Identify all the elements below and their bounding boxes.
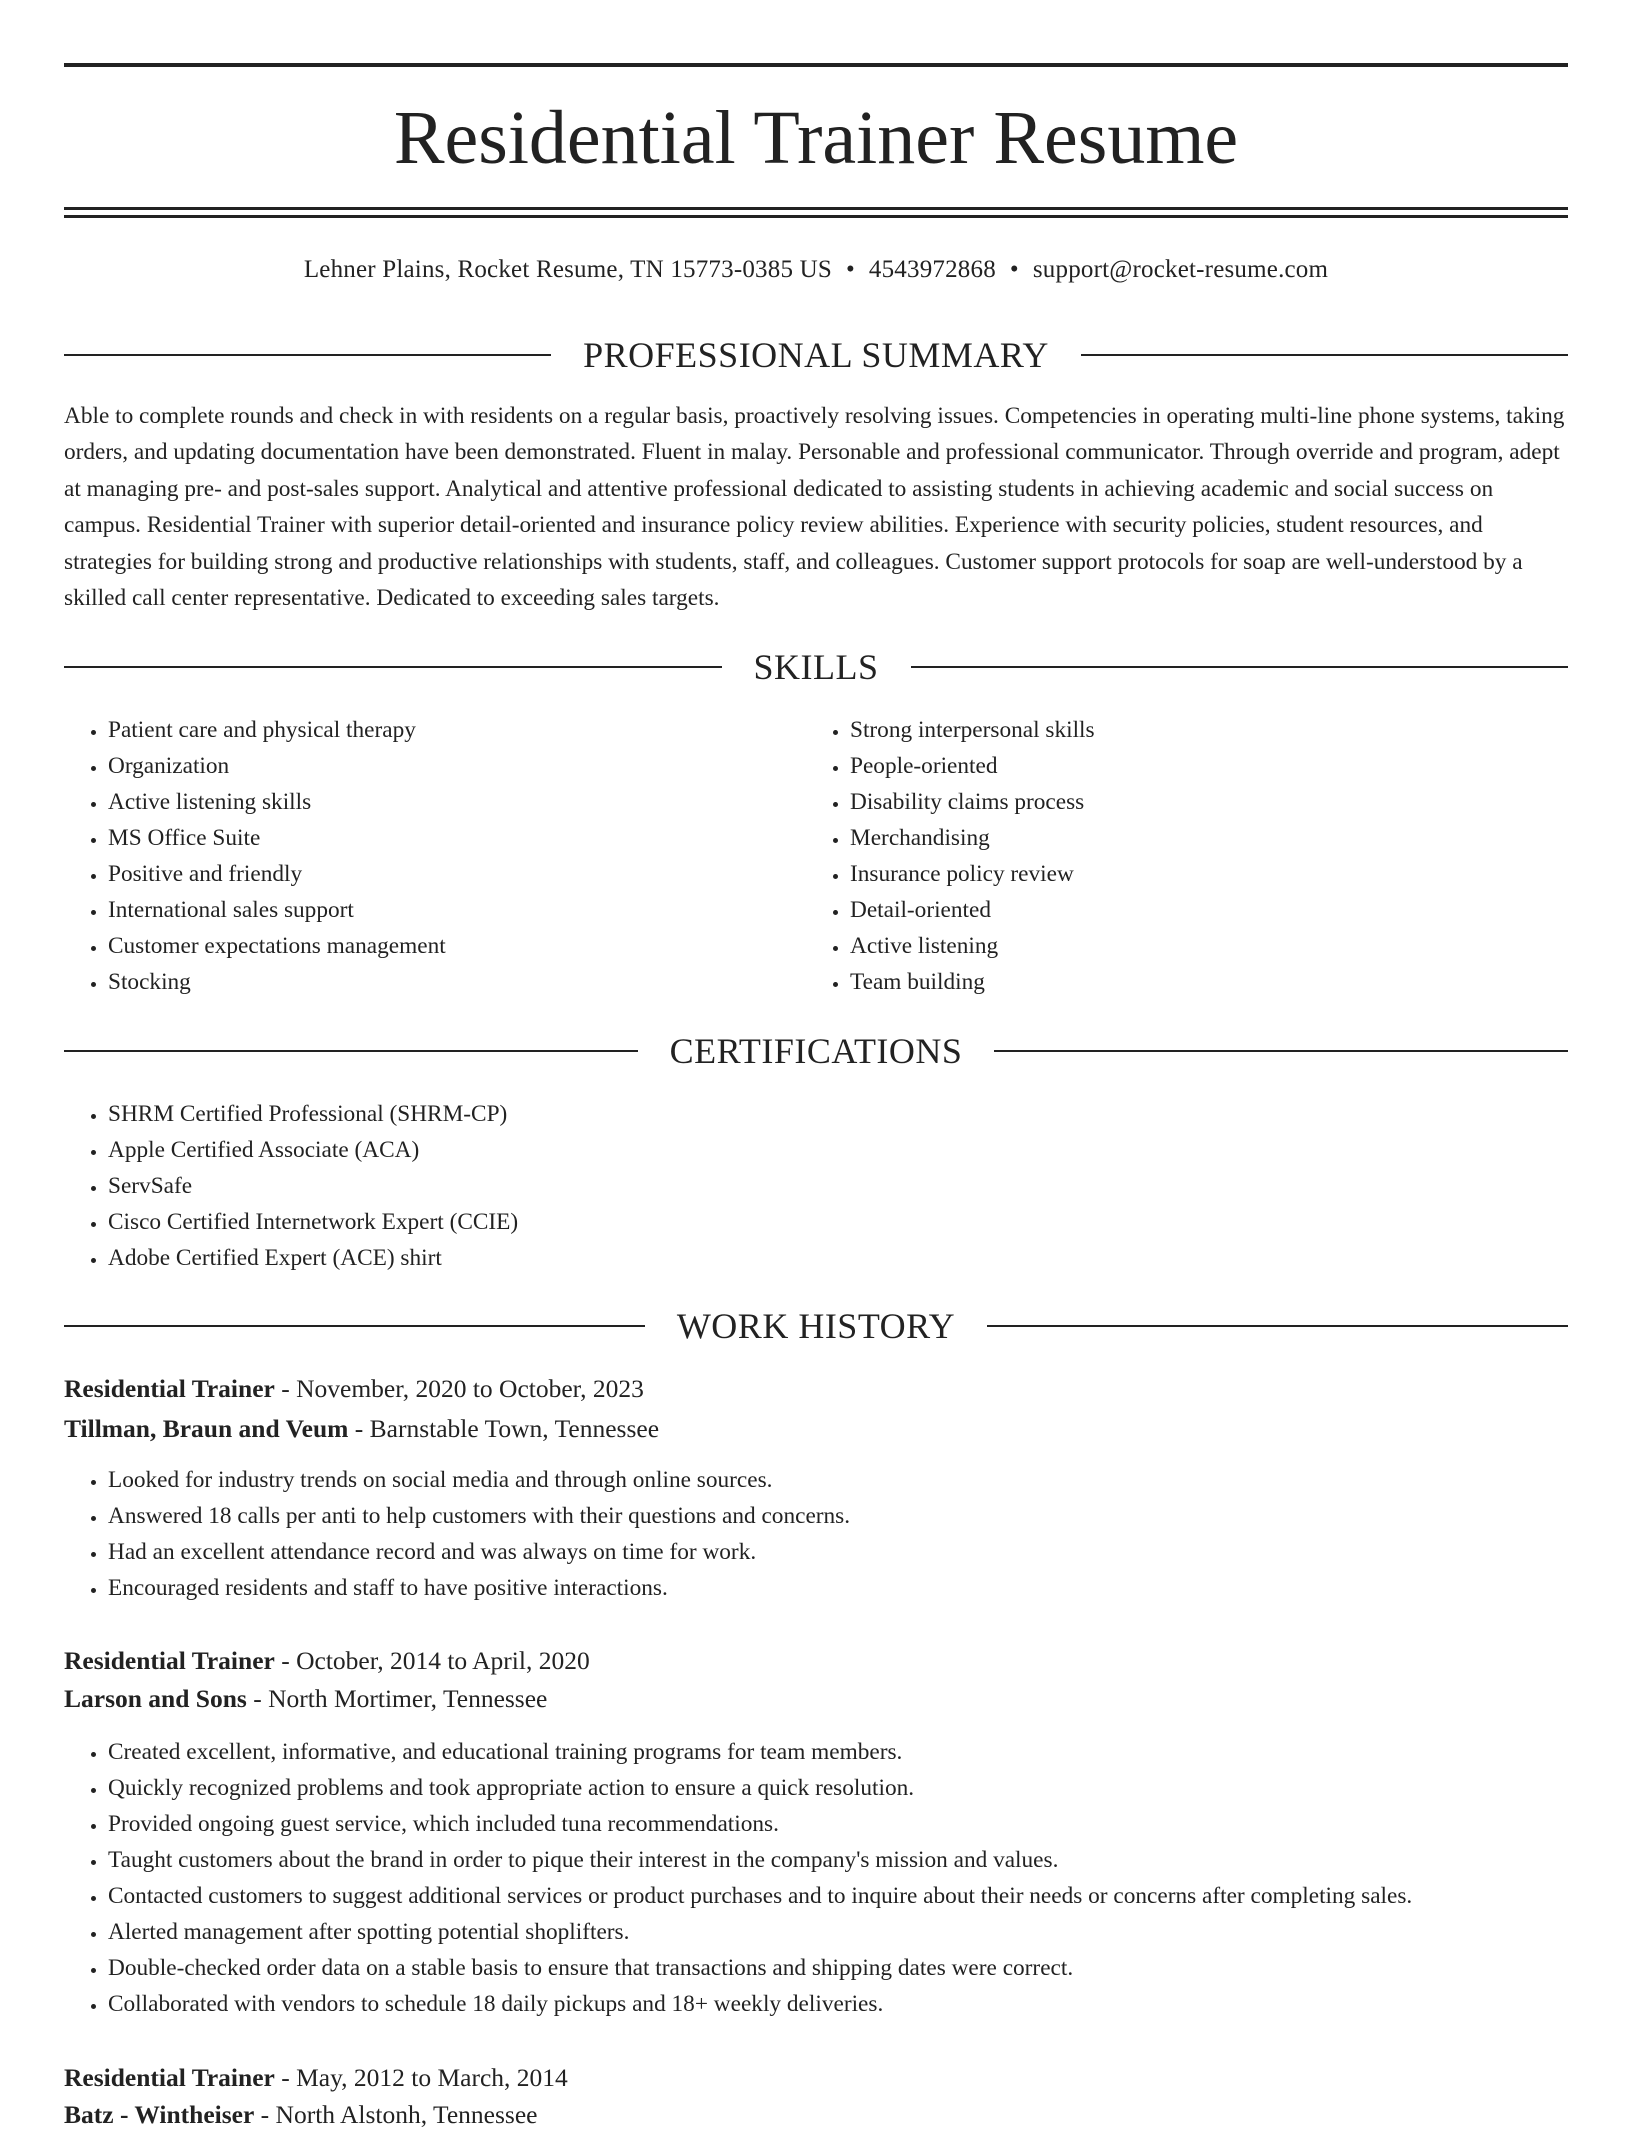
list-item: • Apple Certified Associate (ACA) <box>108 1132 1568 1168</box>
list-item: • Team building <box>850 964 1546 1000</box>
title-double-rule-lower <box>64 215 1568 218</box>
list-item: • Organization <box>108 748 804 784</box>
resume-title: Residential Trainer Resume <box>393 96 1239 180</box>
section-title-skills: SKILLS <box>753 647 879 687</box>
list-item: • Strong interpersonal skills <box>850 712 1546 748</box>
section-rule-right <box>987 1325 1568 1327</box>
job-bullets-block <box>64 1462 1568 1606</box>
section-title-certifications: CERTIFICATIONS <box>669 1031 963 1071</box>
job-title: Residential Trainer <box>64 1374 275 1403</box>
list-item: • Merchandising <box>850 820 1546 856</box>
job-location: - Barnstable Town, Tennessee <box>348 1414 660 1443</box>
job-company: Tillman, Braun and Veum <box>64 1414 349 1443</box>
list-item: • SHRM Certified Professional (SHRM-CP) <box>108 1096 1568 1132</box>
job-dates: - October, 2014 to April, 2020 <box>274 1646 590 1675</box>
job-location: - North Mortimer, Tennessee <box>246 1684 548 1713</box>
section-rule-left <box>64 666 722 668</box>
list-item: • Insurance policy review <box>850 856 1546 892</box>
section-rule-left <box>64 1325 645 1327</box>
list-item: • MS Office Suite <box>108 820 804 856</box>
skills-list-right <box>806 712 1546 1000</box>
list-item: • Provided ongoing guest service, which included tuna recommendations. <box>108 1806 1568 1842</box>
contact-separator: • <box>1009 256 1019 283</box>
job-company: Batz - Wintheiser <box>64 2100 255 2129</box>
section-rule-left <box>64 354 551 356</box>
list-item: • Alerted management after spotting potential shoplifters. <box>108 1914 1568 1950</box>
list-item: • Adobe Certified Expert (ACE) shirt <box>108 1240 1568 1276</box>
top-rule <box>64 63 1568 67</box>
certifications-list <box>64 1096 1568 1276</box>
section-header-work-history <box>64 1304 1568 1348</box>
job-title-line <box>64 2059 1568 2097</box>
list-item: • Stocking <box>108 964 804 1000</box>
job-bullets <box>64 1462 1568 1606</box>
list-item: • Double-checked order data on a stable basis to ensure that transactions and shipping dates were correct. <box>108 1950 1568 1986</box>
list-item: • International sales support <box>108 892 804 928</box>
list-item: • Detail-oriented <box>850 892 1546 928</box>
list-item: • Disability claims process <box>850 784 1546 820</box>
job-location: - North Alstonh, Tennessee <box>254 2100 538 2129</box>
contact-address: Lehner Plains, Rocket Resume, TN 15773-0385 US <box>303 256 832 283</box>
skills-list-left <box>64 712 804 1000</box>
list-item: • Cisco Certified Internetwork Expert (CCIE) <box>108 1204 1568 1240</box>
section-rule-right <box>1081 354 1568 356</box>
list-item: • Quickly recognized problems and took appropriate action to ensure a quick resolution. <box>108 1770 1568 1806</box>
job-title: Residential Trainer <box>64 2063 275 2092</box>
job-dates: - November, 2020 to October, 2023 <box>274 1374 644 1403</box>
list-item: • Positive and friendly <box>108 856 804 892</box>
list-item: • Had an excellent attendance record and was always on time for work. <box>108 1534 1568 1570</box>
section-rule-right <box>994 1050 1568 1052</box>
job-company-line <box>64 1680 1568 1718</box>
list-item: • Encouraged residents and staff to have positive interactions. <box>108 1570 1568 1606</box>
list-item: • Contacted customers to suggest additional services or product purchases and to inquire about their needs or concerns after completing sales. <box>108 1878 1568 1914</box>
skills-column-left <box>64 712 804 1000</box>
section-title-work-history: WORK HISTORY <box>676 1306 956 1346</box>
contact-line <box>64 252 1568 288</box>
section-title-summary: PROFESSIONAL SUMMARY <box>583 335 1049 375</box>
job-dates: - May, 2012 to March, 2014 <box>274 2063 568 2092</box>
job-bullets <box>64 1734 1568 2022</box>
certifications-block <box>64 1096 1568 1276</box>
contact-email: support@rocket-resume.com <box>1032 256 1329 283</box>
section-header-summary <box>64 333 1568 377</box>
contact-separator: • <box>845 256 855 283</box>
list-item: • People-oriented <box>850 748 1546 784</box>
job-company-line <box>64 2096 1568 2134</box>
list-item: • ServSafe <box>108 1168 1568 1204</box>
job-bullets-block <box>64 1734 1568 2022</box>
list-item: • Active listening skills <box>108 784 804 820</box>
skills-column-right <box>806 712 1546 1000</box>
list-item: • Active listening <box>850 928 1546 964</box>
job-company-line <box>64 1410 1568 1448</box>
job-company: Larson and Sons <box>64 1684 247 1713</box>
list-item: • Looked for industry trends on social media and through online sources. <box>108 1462 1568 1498</box>
job-title-line <box>64 1642 1568 1680</box>
list-item: • Answered 18 calls per anti to help customers with their questions and concerns. <box>108 1498 1568 1534</box>
section-rule-right <box>911 666 1569 668</box>
list-item: • Taught customers about the brand in order to pique their interest in the company's mission and values. <box>108 1842 1568 1878</box>
job-title: Residential Trainer <box>64 1646 275 1675</box>
list-item: • Patient care and physical therapy <box>108 712 804 748</box>
summary-paragraph: Able to complete rounds and check in with residents on a regular basis, proactively resolving issues. Competencies in operating multi-line phone systems, taking orders, and updating documentation have been demonstrated. Fluent in malay. Personable and professional communicator. Through override and program, adept at managing pre- and post-sales support. Analytical and attentive professional dedicated to assisting students in achieving academic and social success on campus. Residential Trainer with superior detail-oriented and insurance policy review abilities. Experience with security policies, student resources, and strategies for building strong and productive relationships with students, staff, and colleagues. Customer support protocols for soap are well-understood by a skilled call center representative. Dedicated to exceeding sales targets. <box>64 403 1565 612</box>
list-item: • Created excellent, informative, and educational training programs for team members. <box>108 1734 1568 1770</box>
job-title-line <box>64 1370 1568 1408</box>
list-item: • Customer expectations management <box>108 928 804 964</box>
title-double-rule-upper <box>64 207 1568 210</box>
section-header-certifications <box>64 1029 1568 1073</box>
section-header-skills <box>64 645 1568 689</box>
list-item: • Collaborated with vendors to schedule 18 daily pickups and 18+ weekly deliveries. <box>108 1986 1568 2022</box>
section-rule-left <box>64 1050 638 1052</box>
contact-phone: 4543972868 <box>868 256 996 283</box>
